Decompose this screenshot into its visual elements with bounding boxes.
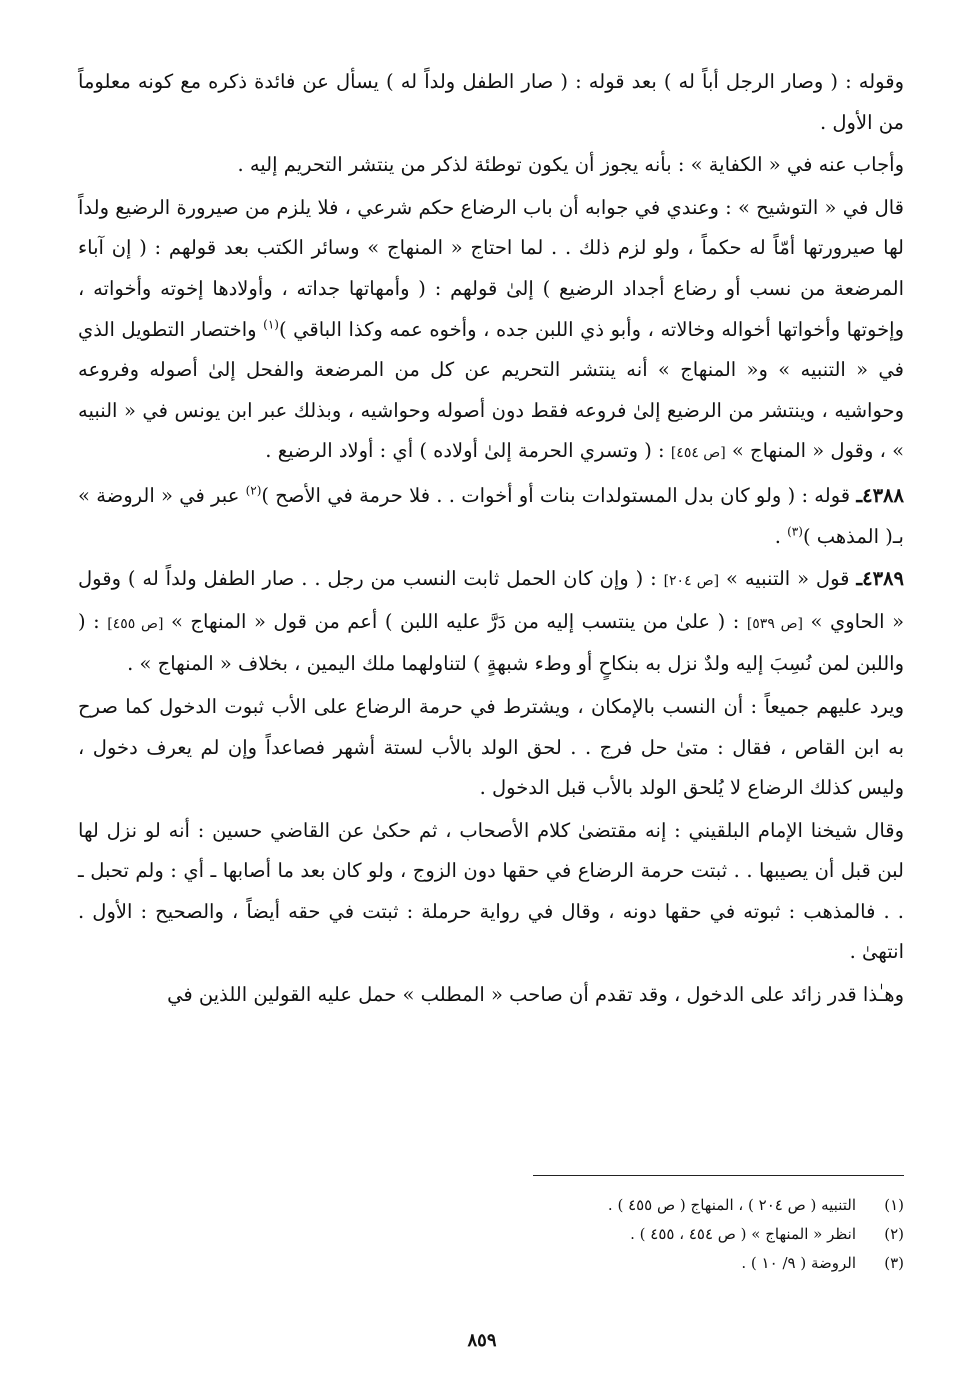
paragraph-text: قوله : ( ولو كان بدل المستولدات بنات أو أخوات . . فلا حرمة في الأصح ) [261, 483, 851, 507]
paragraph-text: واختصار التطويل الذي في « التنبيه » و« المنهاج » أنه ينتشر التحريم عن كل من المرضعة والفحل إلىٰ أصوله وفروعه وحواشيه ، وينتشر من الرضيع إلىٰ فروعه فقط دون أصوله وحواشيه ، وبذلك عبر ابن يونس في « النبيه » ، وقول « المنهاج » [78, 317, 904, 463]
page-body [78, 62, 904, 1018]
footnotes [78, 1191, 904, 1278]
paragraph-text: قال في « التوشيح » : وعندي في جوابه أن باب الرضاع حكم شرعي ، فلا يلزم من صيرورة الرضيع ولداً لها صيرورتها أمّاً له حكماً ، ولو لزم ذلك . . لما احتاج « المنهاج » وسائر الكتب بعد قولهم : ( إن آباء المرضعة من نسب أو رضاع أجداد الرضيع ) إلىٰ قولهم : ( وأمهاتها جداته ، وأولادها إخوته وأخواته ، وإخوتها وأخواتها أخواله وخالاته ، وأبو ذي اللبن جده ، وأخوه عمه وكذا الباقي ) [78, 195, 904, 341]
paragraph-text: : ( واللبن لمن نُسِبَ إليه ولدٌ نزل به بنكاحٍ أو وطء شبهةٍ ) لتناولهما ملك اليمين ، بخلاف « المنهاج » . [78, 609, 904, 676]
footnote-item [78, 1220, 904, 1249]
footnote-number: (١) [884, 1196, 904, 1214]
paragraph-3 [78, 188, 904, 474]
footnote-marker: (٢) [245, 483, 262, 498]
footnote-text: انظر « المنهاج » ( ص ٤٥٤ ، ٤٥٥ ) . [630, 1225, 856, 1243]
paragraph-5 [78, 687, 904, 809]
paragraph-text: : ( وتسري الحرمة إلىٰ أولاده ) أي : أولاد الرضيع . [265, 439, 671, 463]
page-reference: [ص ٤٥٤] [670, 445, 726, 462]
footnote-divider [533, 1175, 904, 1176]
paragraph-text: وقال شيخنا الإمام البلقيني : إنه مقتضىٰ كلام الأصحاب ، ثم حكىٰ عن القاضي حسين : أنه لو نزل لها لبن قبل أن يصيبها . . ثبتت حرمة الرضاع في حقها دون الزوج ، ولو كان بعد ما أصابها ـ أي : ولم تحبل ـ . . فالمذهب : ثبوته في حقها دونه ، وقال في رواية حرملة : ثبتت في حقه أيضاً ، والصحيح : الأول . انتهىٰ . [78, 818, 904, 964]
footnote-text: التنبيه ( ص ٢٠٤ ) ، المنهاج ( ص ٤٥٥ ) . [607, 1196, 856, 1214]
footnote-marker: (١) [263, 317, 279, 332]
paragraph-text: : ( علىٰ من ينتسب إليه من دَرَّ عليه اللبن ) أعم من قول « المنهاج » [163, 609, 747, 633]
paragraph-1 [78, 62, 904, 143]
footnote-marker: (٣) [787, 524, 803, 539]
paragraph-text: قول « التنبيه » [719, 567, 850, 591]
footnote-number: (٣) [884, 1254, 904, 1272]
paragraph-4389 [78, 559, 904, 685]
paragraph-text: ويرد عليهم جميعاً : أن النسب بالإمكان ، ويشترط في حرمة الرضاع على الأب ثبوت الدخول كما صرح به ابن القاص ، فقال : متىٰ حل فرج . . لحق الولد بالأب لستة أشهر فصاعداً وإن لم يعرف دخول ، وليس كذلك الرضاع لا يُلحق الولد بالأب قبل الدخول . [78, 694, 904, 800]
paragraph-7 [78, 975, 904, 1016]
paragraph-text: . [774, 524, 788, 548]
paragraph-text: : ( وإن كان الحمل ثابت النسب من رجل . . صار الطفل ولداً له ) وقول « الحاوي » [78, 567, 905, 633]
paragraph-text: وقوله : ( وصار الرجل أباً له ) بعد قوله : ( صار الطفل ولداً له ) يسأل عن فائدة ذكره مع كونه معلوماً من الأول . [78, 70, 904, 134]
page-reference: [ص ٥٣٩] [746, 615, 804, 632]
footnote-item [78, 1249, 904, 1278]
page-reference: [ص ٢٠٤] [663, 573, 720, 590]
paragraph-text: وأجاب عنه في « الكفاية » : بأنه يجوز أن يكون توطئة لذكر من ينتشر التحريم إليه . [237, 153, 904, 177]
item-number: ٤٣٨٩ـ [856, 567, 904, 591]
paragraph-2 [78, 145, 904, 186]
item-number: ٤٣٨٨ـ [856, 483, 904, 507]
paragraph-4388 [78, 476, 904, 557]
page-reference: [ص ٤٥٥] [107, 615, 164, 632]
footnote-text: الروضة ( ٩/ ١٠ ) . [741, 1254, 856, 1272]
paragraph-text: وهـٰذا قدر زائد على الدخول ، وقد تقدم أن صاحب « المطلب » حمل عليه القولين اللذين في [167, 983, 904, 1007]
paragraph-text: عبر في « الروضة » بـ( المذهب ) [78, 483, 904, 548]
footnote-number: (٢) [884, 1225, 904, 1243]
page-number: ٨٥٩ [467, 1330, 497, 1351]
paragraph-6 [78, 811, 904, 973]
footnote-item [78, 1191, 904, 1220]
